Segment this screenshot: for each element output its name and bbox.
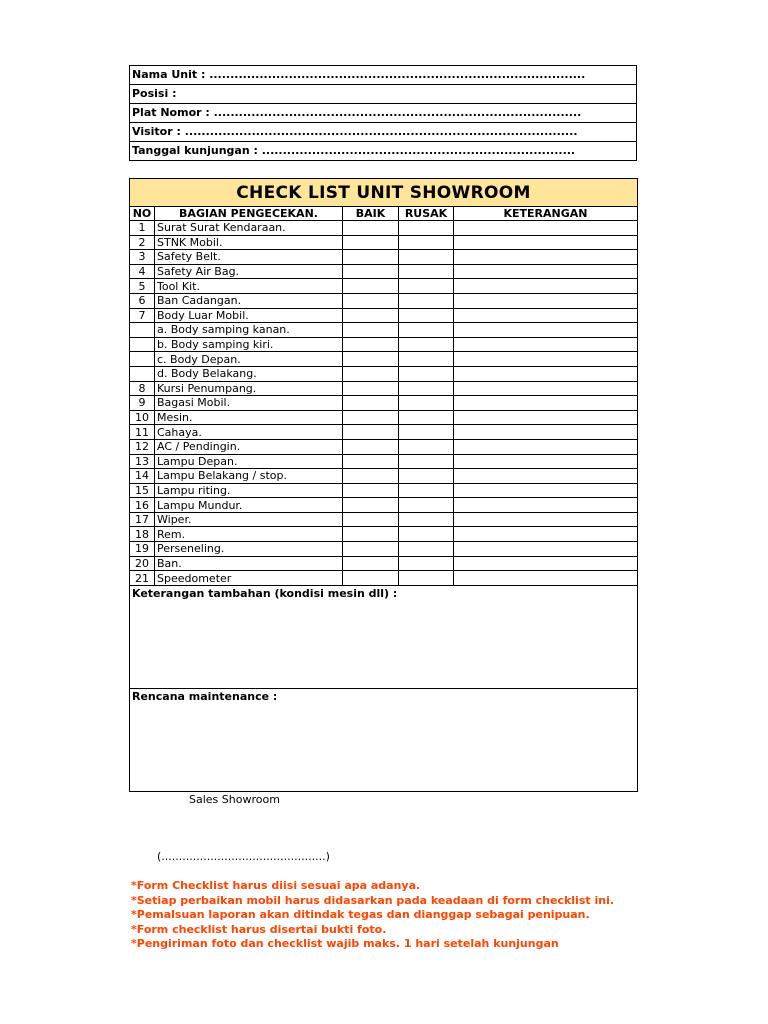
header-no: NO — [130, 207, 155, 221]
row-baik-cell[interactable] — [343, 381, 399, 396]
row-number: 18 — [130, 527, 155, 542]
row-keterangan-cell[interactable] — [454, 571, 638, 586]
row-number: 16 — [130, 498, 155, 513]
row-number: 1 — [130, 221, 155, 236]
header-bagian: BAGIAN PENGECEKAN. — [155, 207, 343, 221]
row-item-label: Tool Kit. — [155, 279, 343, 294]
checklist-row — [130, 439, 638, 454]
row-keterangan-cell[interactable] — [454, 512, 638, 527]
checklist-table — [129, 178, 638, 792]
row-rusak-cell[interactable] — [399, 396, 454, 411]
row-keterangan-cell[interactable] — [454, 410, 638, 425]
row-number — [130, 352, 155, 367]
row-keterangan-cell[interactable] — [454, 498, 638, 513]
checklist-row — [130, 323, 638, 338]
row-keterangan-cell[interactable] — [454, 439, 638, 454]
notice-line: *Pemalsuan laporan akan ditindak tegas dan dianggap sebagai penipuan. — [131, 908, 590, 922]
checklist-row — [130, 381, 638, 396]
row-baik-cell[interactable] — [343, 527, 399, 542]
row-keterangan-cell[interactable] — [454, 352, 638, 367]
row-baik-cell[interactable] — [343, 454, 399, 469]
row-baik-cell[interactable] — [343, 512, 399, 527]
row-baik-cell[interactable] — [343, 235, 399, 250]
row-item-label: Wiper. — [155, 512, 343, 527]
row-rusak-cell[interactable] — [399, 410, 454, 425]
signature-line: (...............................................) — [157, 850, 330, 863]
row-number: 10 — [130, 410, 155, 425]
row-keterangan-cell[interactable] — [454, 250, 638, 265]
row-number: 2 — [130, 235, 155, 250]
notice-line: *Form checklist harus disertai bukti foto. — [131, 922, 387, 936]
row-item-label: Safety Belt. — [155, 250, 343, 265]
row-number: 8 — [130, 381, 155, 396]
row-item-label: Kursi Penumpang. — [155, 381, 343, 396]
tanggal-kunjungan-field[interactable]: Tanggal kunjungan : ........................................................................... — [130, 142, 637, 161]
checklist-row — [130, 410, 638, 425]
row-baik-cell[interactable] — [343, 250, 399, 265]
row-item-label: c. Body Depan. — [155, 352, 343, 367]
checklist-row — [130, 293, 638, 308]
row-keterangan-cell[interactable] — [454, 396, 638, 411]
checklist-row — [130, 527, 638, 542]
row-baik-cell[interactable] — [343, 264, 399, 279]
row-rusak-cell[interactable] — [399, 571, 454, 586]
row-rusak-cell[interactable] — [399, 512, 454, 527]
row-number — [130, 323, 155, 338]
row-rusak-cell[interactable] — [399, 498, 454, 513]
row-baik-cell[interactable] — [343, 542, 399, 557]
checklist-row — [130, 250, 638, 265]
row-keterangan-cell[interactable] — [454, 293, 638, 308]
row-item-label: AC / Pendingin. — [155, 439, 343, 454]
row-rusak-cell[interactable] — [399, 527, 454, 542]
row-keterangan-cell[interactable] — [454, 323, 638, 338]
row-baik-cell[interactable] — [343, 366, 399, 381]
checklist-row — [130, 396, 638, 411]
row-item-label: Body Luar Mobil. — [155, 308, 343, 323]
row-number: 15 — [130, 483, 155, 498]
checklist-row — [130, 454, 638, 469]
header-keterangan: KETERANGAN — [454, 207, 638, 221]
header-baik: BAIK — [343, 207, 399, 221]
nama-unit-field[interactable]: Nama Unit : .......................................................................................... — [130, 66, 637, 85]
row-number: 3 — [130, 250, 155, 265]
row-baik-cell[interactable] — [343, 410, 399, 425]
row-item-label: Bagasi Mobil. — [155, 396, 343, 411]
row-item-label: Surat Surat Kendaraan. — [155, 221, 343, 236]
checklist-row — [130, 264, 638, 279]
notice-line: *Form Checklist harus diisi sesuai apa adanya. — [131, 879, 421, 892]
row-keterangan-cell[interactable] — [454, 527, 638, 542]
row-keterangan-cell[interactable] — [454, 221, 638, 236]
row-baik-cell[interactable] — [343, 323, 399, 338]
row-rusak-cell[interactable] — [399, 542, 454, 557]
row-baik-cell[interactable] — [343, 498, 399, 513]
checklist-row — [130, 469, 638, 484]
row-number: 21 — [130, 571, 155, 586]
checklist-row — [130, 556, 638, 571]
row-item-label: Lampu Mundur. — [155, 498, 343, 513]
row-number — [130, 337, 155, 352]
checklist-row — [130, 279, 638, 294]
notice-line: *Pengiriman foto dan checklist wajib maks. 1 hari setelah kunjungan — [131, 937, 559, 951]
unit-info-table — [129, 65, 637, 161]
row-number: 13 — [130, 454, 155, 469]
rencana-maintenance-box[interactable]: Rencana maintenance : — [130, 688, 638, 791]
row-item-label: Ban Cadangan. — [155, 293, 343, 308]
row-item-label: Perseneling. — [155, 542, 343, 557]
row-item-label: b. Body samping kiri. — [155, 337, 343, 352]
checklist-row — [130, 235, 638, 250]
sales-showroom-label: Sales Showroom — [189, 793, 280, 806]
row-rusak-cell[interactable] — [399, 381, 454, 396]
row-rusak-cell[interactable] — [399, 483, 454, 498]
row-baik-cell[interactable] — [343, 293, 399, 308]
row-keterangan-cell[interactable] — [454, 381, 638, 396]
row-keterangan-cell[interactable] — [454, 308, 638, 323]
row-baik-cell[interactable] — [343, 556, 399, 571]
row-item-label: Lampu riting. — [155, 483, 343, 498]
row-item-label: Cahaya. — [155, 425, 343, 440]
header-rusak: RUSAK — [399, 207, 454, 221]
row-keterangan-cell[interactable] — [454, 337, 638, 352]
row-item-label: d. Body Belakang. — [155, 366, 343, 381]
row-number: 6 — [130, 293, 155, 308]
row-rusak-cell[interactable] — [399, 250, 454, 265]
visitor-field[interactable]: Visitor : .............................................................................................. — [130, 123, 637, 142]
row-baik-cell[interactable] — [343, 279, 399, 294]
row-keterangan-cell[interactable] — [454, 483, 638, 498]
row-baik-cell[interactable] — [343, 483, 399, 498]
row-item-label: a. Body samping kanan. — [155, 323, 343, 338]
row-item-label: Ban. — [155, 556, 343, 571]
checklist-row — [130, 337, 638, 352]
row-keterangan-cell[interactable] — [454, 542, 638, 557]
row-number: 7 — [130, 308, 155, 323]
notice-list — [131, 879, 614, 952]
row-rusak-cell[interactable] — [399, 469, 454, 484]
row-keterangan-cell[interactable] — [454, 556, 638, 571]
row-rusak-cell[interactable] — [399, 264, 454, 279]
row-keterangan-cell[interactable] — [454, 366, 638, 381]
keterangan-tambahan-box[interactable]: Keterangan tambahan (kondisi mesin dll) : — [130, 585, 638, 688]
row-keterangan-cell[interactable] — [454, 279, 638, 294]
row-item-label: STNK Mobil. — [155, 235, 343, 250]
notice-line: *Setiap perbaikan mobil harus didasarkan pada keadaan di form checklist ini. — [131, 893, 615, 907]
row-keterangan-cell[interactable] — [454, 235, 638, 250]
row-baik-cell[interactable] — [343, 337, 399, 352]
row-item-label: Speedometer — [155, 571, 343, 586]
row-rusak-cell[interactable] — [399, 221, 454, 236]
row-number — [130, 366, 155, 381]
row-baik-cell[interactable] — [343, 425, 399, 440]
row-item-label: Rem. — [155, 527, 343, 542]
checklist-row — [130, 483, 638, 498]
checklist-row — [130, 352, 638, 367]
checklist-rows — [130, 221, 638, 586]
row-rusak-cell[interactable] — [399, 366, 454, 381]
row-rusak-cell[interactable] — [399, 425, 454, 440]
posisi-field[interactable]: Posisi : — [130, 85, 637, 104]
row-rusak-cell[interactable] — [399, 352, 454, 367]
row-number: 17 — [130, 512, 155, 527]
row-baik-cell[interactable] — [343, 439, 399, 454]
row-baik-cell[interactable] — [343, 308, 399, 323]
row-number: 11 — [130, 425, 155, 440]
row-baik-cell[interactable] — [343, 396, 399, 411]
row-baik-cell[interactable] — [343, 571, 399, 586]
row-rusak-cell[interactable] — [399, 308, 454, 323]
row-item-label: Lampu Depan. — [155, 454, 343, 469]
row-number: 9 — [130, 396, 155, 411]
row-number: 14 — [130, 469, 155, 484]
row-baik-cell[interactable] — [343, 352, 399, 367]
row-item-label: Safety Air Bag. — [155, 264, 343, 279]
row-number: 4 — [130, 264, 155, 279]
checklist-row — [130, 221, 638, 236]
row-rusak-cell[interactable] — [399, 293, 454, 308]
row-rusak-cell[interactable] — [399, 323, 454, 338]
checklist-row — [130, 542, 638, 557]
row-number: 12 — [130, 439, 155, 454]
checklist-row — [130, 308, 638, 323]
row-item-label: Lampu Belakang / stop. — [155, 469, 343, 484]
row-item-label: Mesin. — [155, 410, 343, 425]
checklist-title: CHECK LIST UNIT SHOWROOM — [130, 179, 638, 207]
row-number: 20 — [130, 556, 155, 571]
checklist-row — [130, 571, 638, 586]
row-rusak-cell[interactable] — [399, 439, 454, 454]
row-rusak-cell[interactable] — [399, 454, 454, 469]
plat-nomor-field[interactable]: Plat Nomor : ........................................................................................ — [130, 104, 637, 123]
row-baik-cell[interactable] — [343, 221, 399, 236]
row-number: 19 — [130, 542, 155, 557]
row-keterangan-cell[interactable] — [454, 425, 638, 440]
checklist-row — [130, 425, 638, 440]
checklist-row — [130, 366, 638, 381]
row-baik-cell[interactable] — [343, 469, 399, 484]
row-keterangan-cell[interactable] — [454, 264, 638, 279]
checklist-row — [130, 512, 638, 527]
row-rusak-cell[interactable] — [399, 279, 454, 294]
row-keterangan-cell[interactable] — [454, 469, 638, 484]
row-keterangan-cell[interactable] — [454, 454, 638, 469]
row-rusak-cell[interactable] — [399, 235, 454, 250]
checklist-row — [130, 498, 638, 513]
row-rusak-cell[interactable] — [399, 337, 454, 352]
row-number: 5 — [130, 279, 155, 294]
row-rusak-cell[interactable] — [399, 556, 454, 571]
